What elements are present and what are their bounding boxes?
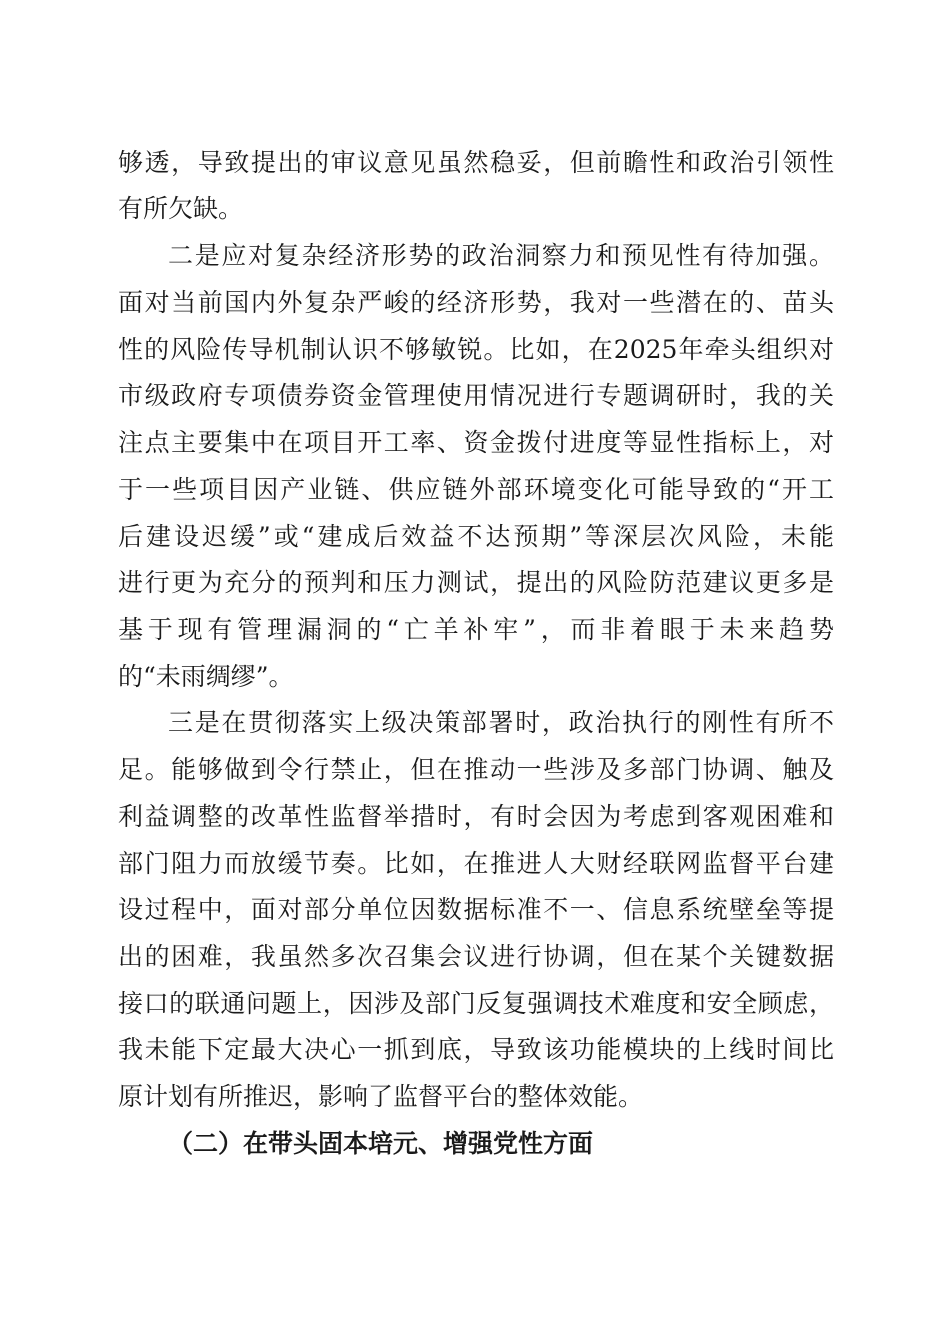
- text-line: 后建设迟缓”或“建成后效益不达预期”等深层次风险，未能: [118, 522, 834, 551]
- text-line: 进行更为充分的预判和压力测试，提出的风险防范建议更多是: [118, 568, 834, 597]
- text-line: 设过程中，面对部分单位因数据标准不一、信息系统壁垒等提: [118, 895, 834, 924]
- text-line: 部门阻力而放缓节奏。比如，在推进人大财经联网监督平台建: [118, 849, 834, 878]
- text-line: 基于现有管理漏洞的“亡羊补牢”，而非着眼于未来趋势: [118, 615, 834, 644]
- paragraph-lead-line: 二是应对复杂经济形势的政治洞察力和预见性有待加强。: [168, 241, 834, 270]
- text-line: 我未能下定最大决心一抓到底，导致该功能模块的上线时间比: [118, 1035, 834, 1064]
- text-line: 原计划有所推迟，影响了监督平台的整体效能。: [118, 1082, 644, 1111]
- text-line: 利益调整的改革性监督举措时，有时会因为考虑到客观困难和: [118, 802, 834, 831]
- text-line: 有所欠缺。: [118, 194, 244, 223]
- text-line: 市级政府专项债券资金管理使用情况进行专题调研时，我的关: [118, 381, 834, 410]
- text-line: 面对当前国内外复杂严峻的经济形势，我对一些潜在的、苗头: [118, 288, 834, 317]
- text-line: 接口的联通问题上，因涉及部门反复强调技术难度和安全顾虑，: [118, 989, 834, 1018]
- text-line: 的“未雨绸缪”。: [118, 662, 294, 691]
- text-line: 注点主要集中在项目开工率、资金拨付进度等显性指标上，对: [118, 428, 834, 457]
- paragraph-lead-line: 三是在贯彻落实上级决策部署时，政治执行的刚性有所不: [168, 708, 834, 737]
- text-line: 足。能够做到令行禁止，但在推动一些涉及多部门协调、触及: [118, 755, 834, 784]
- text-line: 出的困难，我虽然多次召集会议进行协调，但在某个关键数据: [118, 942, 834, 971]
- text-line: 够透，导致提出的审议意见虽然稳妥，但前瞻性和政治引领性: [118, 148, 834, 177]
- section-heading: （二）在带头固本培元、增强党性方面: [168, 1129, 594, 1158]
- text-line: 性的风险传导机制认识不够敏锐。比如，在2025年牵头组织对: [118, 335, 834, 364]
- text-line: 于一些项目因产业链、供应链外部环境变化可能导致的“开工: [118, 475, 834, 504]
